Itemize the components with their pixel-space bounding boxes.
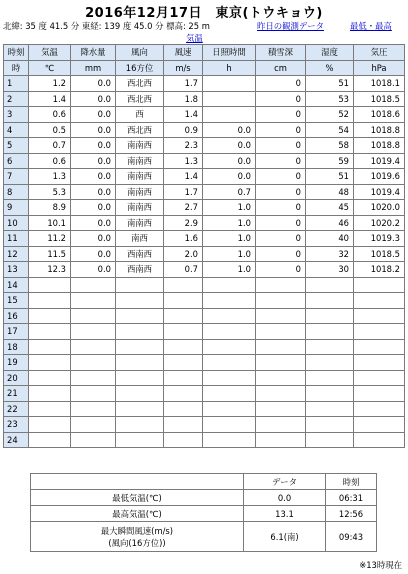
cell-wind-dir [116,308,164,324]
cell-precip [71,432,116,448]
cell-hour: 8 [4,184,29,200]
cell-wind-dir [116,277,164,293]
cell-temp: 11.5 [29,246,71,262]
cell-wind-speed [164,386,203,402]
cell-wind-speed [164,417,203,433]
cell-wind-speed: 0.9 [164,122,203,138]
cell-precip: 0.0 [71,91,116,107]
cell-sunshine: 1.0 [203,262,256,278]
cell-hour: 10 [4,215,29,231]
cell-wind-speed: 1.4 [164,169,203,185]
cell-precip [71,339,116,355]
table-row [4,107,405,123]
cell-snow-depth [256,324,306,340]
cell-snow-depth: 0 [256,200,306,216]
cell-sunshine [203,293,256,309]
cell-pressure [354,308,405,324]
cell-wind-dir [116,386,164,402]
table-row [4,370,405,386]
table-row [4,122,405,138]
cell-wind-dir [116,293,164,309]
cell-wind-speed: 2.3 [164,138,203,154]
cell-snow-depth: 0 [256,153,306,169]
cell-pressure: 1018.1 [354,76,405,92]
summary-header-data: データ [244,474,326,490]
max-temp-label: 最高気温(℃) [31,506,244,522]
header-temp: 気温 [29,45,71,61]
cell-wind-speed: 0.7 [164,262,203,278]
cell-temp [29,432,71,448]
gust-label-line2: (風向(16方位)) [108,537,166,548]
cell-hour: 1 [4,76,29,92]
cell-temp: 1.2 [29,76,71,92]
cell-wind-dir: 南西 [116,231,164,247]
cell-humidity: 53 [306,91,354,107]
table-row [4,277,405,293]
cell-pressure [354,417,405,433]
table-row [4,339,405,355]
cell-wind-speed [164,324,203,340]
cell-pressure: 1018.8 [354,138,405,154]
header-humidity: 湿度 [306,45,354,61]
table-row [4,432,405,448]
cell-snow-depth: 0 [256,122,306,138]
cell-precip: 0.0 [71,262,116,278]
cell-precip: 0.0 [71,169,116,185]
cell-snow-depth: 0 [256,107,306,123]
cell-pressure [354,432,405,448]
hourly-table [3,44,405,448]
cell-sunshine: 0.0 [203,169,256,185]
gust-time: 09:43 [326,522,377,552]
header-hour: 時刻 [4,45,29,61]
cell-sunshine [203,324,256,340]
cell-hour: 17 [4,324,29,340]
cell-snow-depth [256,355,306,371]
unit-wind-dir: 16方位 [116,60,164,76]
cell-wind-dir: 南南西 [116,153,164,169]
cell-pressure [354,386,405,402]
cell-pressure: 1020.2 [354,215,405,231]
cell-precip: 0.0 [71,107,116,123]
cell-pressure: 1019.4 [354,184,405,200]
cell-humidity: 32 [306,246,354,262]
cell-snow-depth: 0 [256,138,306,154]
cell-humidity: 30 [306,262,354,278]
cell-hour: 24 [4,432,29,448]
cell-precip [71,293,116,309]
cell-sunshine: 1.0 [203,231,256,247]
cell-pressure: 1018.5 [354,246,405,262]
cell-humidity [306,324,354,340]
summary-table [30,473,377,552]
cell-precip: 0.0 [71,231,116,247]
cell-wind-dir: 南南西 [116,169,164,185]
cell-wind-dir: 西北西 [116,76,164,92]
cell-temp: 12.3 [29,262,71,278]
cell-snow-depth [256,417,306,433]
station-location: 北緯: 35 度 41.5 分 東経: 139 度 45.0 分 標高: 25 m [3,21,210,31]
cell-pressure: 1019.6 [354,169,405,185]
cell-temp [29,355,71,371]
cell-sunshine [203,107,256,123]
cell-wind-dir [116,417,164,433]
cell-humidity [306,370,354,386]
cell-sunshine: 1.0 [203,200,256,216]
cell-sunshine: 0.7 [203,184,256,200]
cell-temp [29,293,71,309]
cell-sunshine: 0.0 [203,153,256,169]
cell-sunshine [203,308,256,324]
cell-pressure: 1019.4 [354,153,405,169]
cell-wind-speed [164,401,203,417]
yesterday-data-link[interactable]: 昨日の観測データ [257,21,324,31]
cell-sunshine [203,386,256,402]
cell-wind-speed: 1.7 [164,184,203,200]
cell-precip [71,417,116,433]
unit-sunshine: h [203,60,256,76]
cell-humidity [306,355,354,371]
cell-humidity [306,432,354,448]
cell-precip: 0.0 [71,153,116,169]
cell-wind-speed [164,339,203,355]
cell-sunshine [203,417,256,433]
table-row [4,246,405,262]
cell-temp: 0.5 [29,122,71,138]
cell-wind-speed: 2.0 [164,246,203,262]
header-precip: 降水量 [71,45,116,61]
cell-wind-speed [164,355,203,371]
cell-hour: 12 [4,246,29,262]
cell-humidity [306,308,354,324]
cell-humidity: 54 [306,122,354,138]
cell-hour: 3 [4,107,29,123]
header-snow-depth: 積雪深 [256,45,306,61]
cell-snow-depth [256,339,306,355]
cell-temp [29,339,71,355]
unit-hour: 時 [4,60,29,76]
unit-snow-depth: cm [256,60,306,76]
cell-temp [29,277,71,293]
cell-sunshine: 0.0 [203,122,256,138]
cell-pressure [354,355,405,371]
cell-wind-dir [116,370,164,386]
cell-sunshine: 1.0 [203,246,256,262]
cell-wind-dir: 西 [116,107,164,123]
cell-wind-speed [164,293,203,309]
unit-humidity: % [306,60,354,76]
cell-wind-dir: 南南西 [116,138,164,154]
cell-hour: 5 [4,138,29,154]
cell-precip: 0.0 [71,184,116,200]
unit-wind-speed: m/s [164,60,203,76]
unit-precip: mm [71,60,116,76]
table-row [4,401,405,417]
cell-snow-depth [256,432,306,448]
cell-hour: 4 [4,122,29,138]
cell-snow-depth [256,293,306,309]
cell-snow-depth: 0 [256,184,306,200]
gust-label [31,522,244,552]
cell-snow-depth: 0 [256,76,306,92]
min-temp-value: 0.0 [244,490,326,506]
cell-temp [29,308,71,324]
table-row [4,91,405,107]
table-row [4,76,405,92]
cell-temp [29,401,71,417]
cell-humidity: 59 [306,153,354,169]
cell-temp: 11.2 [29,231,71,247]
cell-pressure [354,401,405,417]
cell-humidity: 51 [306,169,354,185]
cell-precip: 0.0 [71,76,116,92]
cell-wind-dir: 西北西 [116,122,164,138]
cell-snow-depth [256,277,306,293]
table-row [4,324,405,340]
cell-humidity: 46 [306,215,354,231]
cell-sunshine [203,355,256,371]
cell-sunshine [203,91,256,107]
unit-temp: ℃ [29,60,71,76]
cell-sunshine [203,432,256,448]
summary-gust-row [31,522,377,552]
cell-temp [29,324,71,340]
cell-pressure: 1018.2 [354,262,405,278]
cell-humidity: 51 [306,76,354,92]
cell-precip [71,401,116,417]
cell-pressure: 1019.3 [354,231,405,247]
cell-precip: 0.0 [71,122,116,138]
cell-hour: 14 [4,277,29,293]
cell-wind-speed [164,370,203,386]
cell-wind-dir [116,355,164,371]
cell-hour: 16 [4,308,29,324]
table-row [4,153,405,169]
cell-hour: 13 [4,262,29,278]
summary-header-row [31,474,377,490]
cell-temp: 10.1 [29,215,71,231]
cell-precip [71,277,116,293]
cell-humidity: 48 [306,184,354,200]
cell-snow-depth [256,401,306,417]
cell-humidity [306,417,354,433]
summary-header-time: 時刻 [326,474,377,490]
cell-temp [29,370,71,386]
table-row [4,184,405,200]
cell-sunshine: 0.0 [203,138,256,154]
cell-temp [29,417,71,433]
cell-sunshine [203,401,256,417]
cell-sunshine [203,277,256,293]
table-row [4,293,405,309]
table-row [4,138,405,154]
cell-sunshine [203,339,256,355]
summary-corner [31,474,244,490]
cell-wind-speed [164,277,203,293]
cell-temp [29,386,71,402]
cell-humidity: 45 [306,200,354,216]
cell-pressure [354,324,405,340]
cell-wind-speed: 1.4 [164,107,203,123]
cell-pressure [354,293,405,309]
cell-wind-dir [116,432,164,448]
cell-temp: 0.6 [29,107,71,123]
cell-hour: 20 [4,370,29,386]
cell-temp: 0.7 [29,138,71,154]
cell-precip: 0.0 [71,138,116,154]
gust-label-line1: 最大瞬間風速(m/s) [100,525,174,536]
cell-wind-speed: 1.7 [164,76,203,92]
gust-value: 6.1(南) [244,522,326,552]
cell-wind-dir: 南南西 [116,184,164,200]
cell-snow-depth: 0 [256,231,306,247]
cell-wind-speed: 2.7 [164,200,203,216]
cell-temp: 1.3 [29,169,71,185]
cell-pressure: 1018.5 [354,91,405,107]
cell-precip [71,308,116,324]
cell-temp: 8.9 [29,200,71,216]
cell-pressure: 1018.6 [354,107,405,123]
cell-pressure: 1018.8 [354,122,405,138]
cell-wind-dir: 西北西 [116,91,164,107]
unit-row [4,60,405,76]
table-row [4,308,405,324]
cell-wind-dir [116,401,164,417]
cell-hour: 21 [4,386,29,402]
cell-wind-dir: 南南西 [116,200,164,216]
table-row [4,355,405,371]
cell-wind-speed: 1.8 [164,91,203,107]
cell-pressure [354,277,405,293]
cell-snow-depth: 0 [256,91,306,107]
cell-hour: 2 [4,91,29,107]
cell-hour: 23 [4,417,29,433]
summary-max-temp-row [31,506,377,522]
cell-hour: 7 [4,169,29,185]
cell-wind-dir [116,324,164,340]
cell-wind-speed: 1.6 [164,231,203,247]
table-row [4,215,405,231]
cell-wind-speed [164,308,203,324]
cell-precip [71,355,116,371]
cell-humidity: 58 [306,138,354,154]
table-row [4,262,405,278]
cell-snow-depth: 0 [256,246,306,262]
unit-pressure: hPa [354,60,405,76]
header-pressure: 気圧 [354,45,405,61]
cell-pressure [354,370,405,386]
table-row [4,417,405,433]
cell-snow-depth: 0 [256,215,306,231]
cell-hour: 15 [4,293,29,309]
cell-hour: 19 [4,355,29,371]
cell-precip [71,324,116,340]
header-wind-dir: 風向 [116,45,164,61]
table-row [4,231,405,247]
cell-precip [71,370,116,386]
summary-min-temp-row [31,490,377,506]
cell-temp: 0.6 [29,153,71,169]
cell-hour: 11 [4,231,29,247]
min-max-temp-link-cont[interactable]: 気温 [186,33,203,43]
cell-wind-dir: 西南西 [116,262,164,278]
cell-sunshine: 1.0 [203,215,256,231]
cell-wind-dir [116,339,164,355]
cell-snow-depth: 0 [256,169,306,185]
table-row [4,169,405,185]
cell-humidity: 52 [306,107,354,123]
min-temp-time: 06:31 [326,490,377,506]
cell-humidity [306,293,354,309]
cell-wind-speed: 1.3 [164,153,203,169]
min-temp-label: 最低気温(℃) [31,490,244,506]
cell-hour: 22 [4,401,29,417]
current-time-note: ※13時現在 [359,560,402,570]
cell-humidity [306,401,354,417]
header-sunshine: 日照時間 [203,45,256,61]
cell-snow-depth: 0 [256,262,306,278]
cell-snow-depth [256,370,306,386]
cell-temp: 1.4 [29,91,71,107]
cell-precip: 0.0 [71,200,116,216]
cell-pressure: 1020.0 [354,200,405,216]
cell-wind-speed [164,432,203,448]
cell-hour: 9 [4,200,29,216]
cell-snow-depth [256,386,306,402]
header-row [4,45,405,61]
cell-precip: 0.0 [71,246,116,262]
max-temp-time: 12:56 [326,506,377,522]
cell-humidity [306,277,354,293]
header-wind-speed: 風速 [164,45,203,61]
cell-humidity: 40 [306,231,354,247]
cell-sunshine [203,370,256,386]
min-max-temp-link[interactable]: 最低・最高 [350,21,392,31]
cell-snow-depth [256,308,306,324]
max-temp-value: 13.1 [244,506,326,522]
cell-wind-dir: 西南西 [116,246,164,262]
cell-humidity [306,339,354,355]
cell-temp: 5.3 [29,184,71,200]
page-title: 2016年12月17日 東京(トウキョウ) [85,6,323,21]
cell-hour: 6 [4,153,29,169]
table-row [4,386,405,402]
cell-precip [71,386,116,402]
cell-wind-dir: 南南西 [116,215,164,231]
cell-sunshine [203,76,256,92]
cell-precip: 0.0 [71,215,116,231]
table-row [4,200,405,216]
cell-wind-speed: 2.9 [164,215,203,231]
cell-humidity [306,386,354,402]
cell-pressure [354,339,405,355]
cell-hour: 18 [4,339,29,355]
